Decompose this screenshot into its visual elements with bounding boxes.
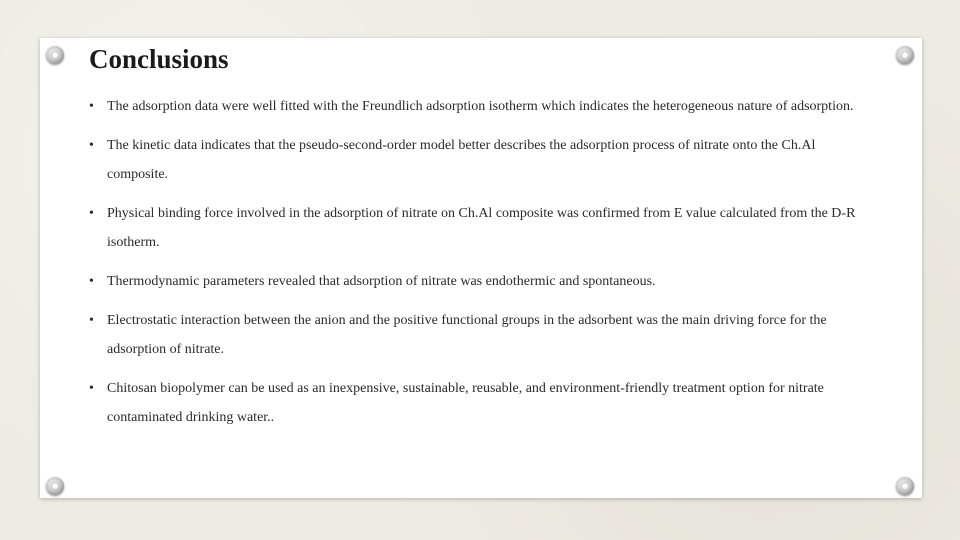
bullet-text: The kinetic data indicates that the pseudo-second-order model better describes the adsorption process of nitrate onto the Ch.Al composite. bbox=[107, 138, 816, 182]
bullet-item bbox=[89, 199, 869, 257]
bullet-item bbox=[89, 92, 869, 121]
bullet-icon: • bbox=[89, 381, 94, 396]
pushpin-icon bbox=[896, 46, 914, 64]
bullet-item bbox=[89, 306, 869, 364]
pushpin-icon bbox=[896, 477, 914, 495]
bullet-item bbox=[89, 374, 869, 432]
bullet-icon: • bbox=[89, 206, 94, 221]
bullet-icon: • bbox=[89, 313, 94, 328]
bullet-text: Electrostatic interaction between the anion and the positive functional groups in the adsorbent was the main driving force for the adsorption of nitrate. bbox=[107, 313, 827, 357]
bullet-icon: • bbox=[89, 99, 94, 114]
bullet-list bbox=[89, 92, 869, 442]
bullet-item bbox=[89, 267, 869, 296]
pushpin-icon bbox=[46, 477, 64, 495]
slide-title: Conclusions bbox=[89, 44, 229, 74]
bullet-text: Thermodynamic parameters revealed that adsorption of nitrate was endothermic and spontaneous. bbox=[107, 274, 656, 289]
pushpin-icon bbox=[46, 46, 64, 64]
bullet-text: Chitosan biopolymer can be used as an inexpensive, sustainable, reusable, and environment-friendly treatment option for nitrate contaminated drinking water.. bbox=[107, 381, 824, 425]
bullet-item bbox=[89, 131, 869, 189]
bullet-icon: • bbox=[89, 138, 94, 153]
bullet-icon: • bbox=[89, 274, 94, 289]
bullet-text: Physical binding force involved in the adsorption of nitrate on Ch.Al composite was confirmed from E value calculated from the D-R isotherm. bbox=[107, 206, 856, 250]
bullet-text: The adsorption data were well fitted with the Freundlich adsorption isotherm which indicates the heterogeneous nature of adsorption. bbox=[107, 99, 854, 114]
